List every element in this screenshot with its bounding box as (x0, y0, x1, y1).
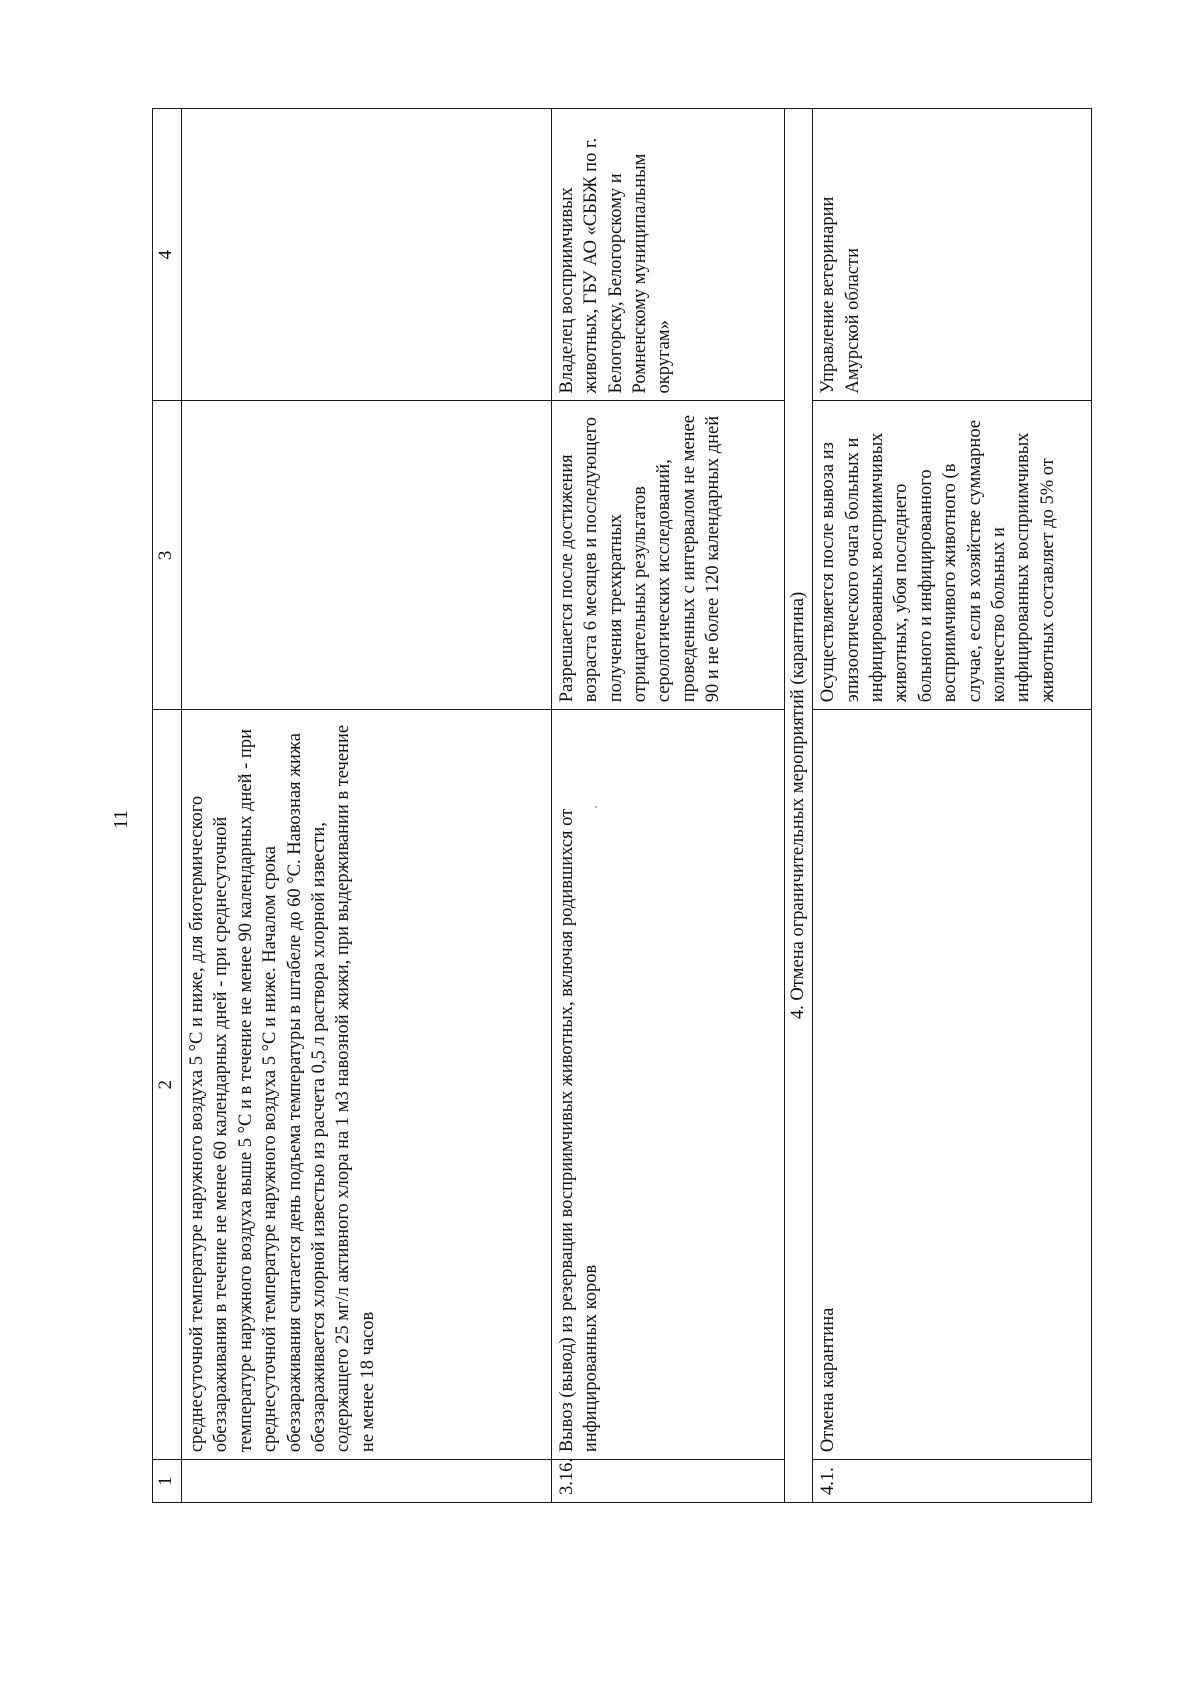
row-number (181, 1460, 551, 1503)
table-frame (152, 108, 1092, 1503)
table-row (813, 109, 1092, 1503)
responsible-cell (551, 109, 784, 401)
terms-text: Осуществляется после вывоза из эпизоотического очага больных и инфицированных восприимчивых животных, убоя последнего больного и инфицированного восприимчивого животного (в случае, если в хозяйстве суммарное количество больных и инфицированных восприимчивых животных составляет до 5% от (818, 419, 1058, 703)
measure-cell (551, 710, 784, 1460)
measure-cell (813, 710, 1092, 1460)
table-header-row (153, 109, 182, 1503)
rotated-table-area (152, 108, 1092, 1503)
column-header-3: 3 (153, 401, 182, 710)
responsible-cell (813, 109, 1092, 401)
row-number: 4.1. (813, 1460, 1092, 1503)
column-header-1: 1 (153, 1460, 182, 1503)
measure-text: Отмена карантина (818, 1307, 839, 1453)
terms-cell (813, 401, 1092, 710)
section-title: 4. Отмена ограничительных мероприятий (карантина) (784, 109, 812, 1503)
section-header-row (784, 109, 812, 1503)
terms-cell (181, 401, 551, 710)
row-number: 3.16. (551, 1460, 784, 1503)
column-header-4: 4 (153, 109, 182, 401)
page-number: 11 (110, 809, 133, 830)
measure-text: Вывоз (вывод) из резервации восприимчивых животных, включая родившихся от инфицированных коров (556, 808, 602, 1453)
terms-cell (551, 401, 784, 710)
column-header-2: 2 (153, 710, 182, 1460)
table-row (551, 109, 784, 1503)
responsible-cell (181, 109, 551, 401)
measure-cell (181, 710, 551, 1460)
measure-text: среднесуточной температуре наружного воздуха 5 °С и ниже, для биотермического обеззараживания в течение не менее 60 календарных дней - при среднесуточной температуре наружного воздуха выше 5 °С и в течение не менее 90 календарных дней - при среднесуточной температуре наружного воздуха 5 °С и ниже. Началом срока обеззараживания считается день подъема температуры в штабеле до 60 °С. Навозная жижа обеззараживается хлорной известью из расчета 0,5 л раствора хлорной извести, содержащего 25 мг/л активного хлора на 1 м3 навозной жижи, при выдерживании в течение не менее 18 часов (186, 724, 378, 1453)
table-row (181, 109, 551, 1503)
measures-table (152, 108, 1092, 1503)
terms-text: Разрешается после достижения возраста 6 месяцев и последующего получения трехкратных отрицательных результатов серологических исследований, проведенных с интервалом не менее 90 и не более 120 календарных дней (556, 415, 724, 703)
responsible-text: Управление ветеринарии Амурской области (818, 196, 863, 394)
responsible-text: Владелец восприимчивых животных, ГБУ АО «СББЖ по г. Белогорску, Белогорскому и Ромненскому муниципальным округам» (556, 137, 675, 394)
